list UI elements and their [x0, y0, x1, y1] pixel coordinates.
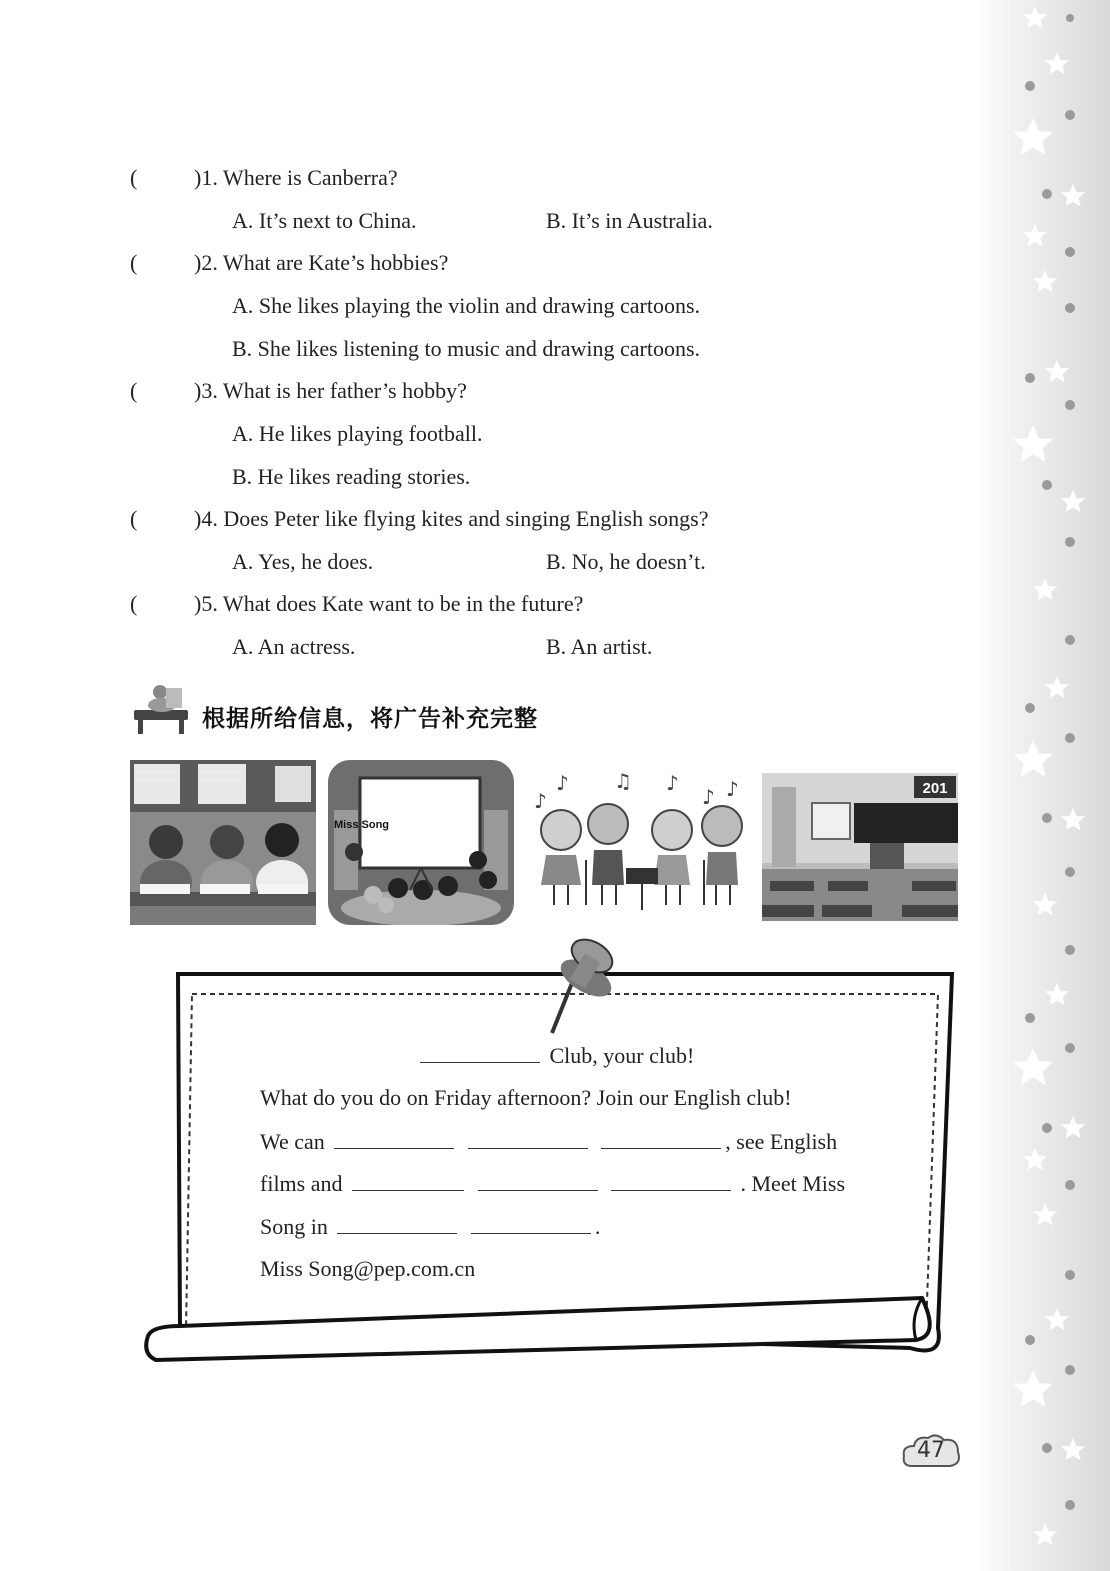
answer-blank[interactable]	[352, 1170, 464, 1191]
screen-label: Miss Song	[334, 819, 390, 831]
desk-icon	[132, 680, 192, 736]
location-line	[260, 1213, 600, 1240]
question-4: )4. Does Peter like flying kites and singing English songs?	[194, 506, 709, 531]
reading-picture	[130, 760, 316, 925]
answer-bracket[interactable]: (	[130, 591, 138, 616]
star-border-decoration	[975, 0, 1110, 1571]
location-prefix: Song in	[260, 1214, 328, 1239]
answer-blank[interactable]	[478, 1170, 598, 1191]
option-b: B. It’s in Australia.	[546, 208, 713, 233]
answer-blank[interactable]	[334, 1128, 454, 1149]
option-a: A. An actress.	[232, 634, 356, 659]
answer-bracket[interactable]: (	[130, 506, 138, 531]
option-b: B. No, he doesn’t.	[546, 549, 706, 574]
answer-blank[interactable]	[611, 1170, 731, 1191]
question-3: )3. What is her father’s hobby?	[194, 378, 467, 403]
answer-blank[interactable]	[471, 1213, 591, 1234]
section-title: 根据所给信息，将广告补充完整	[202, 706, 538, 732]
star-icon	[1013, 6, 1085, 1545]
club-title: Club, your club!	[549, 1043, 695, 1068]
notice-board	[140, 938, 970, 1368]
activities-line	[260, 1128, 837, 1155]
question-2: )2. What are Kate’s hobbies?	[194, 250, 449, 275]
films-suffix: . Meet Miss	[740, 1171, 845, 1196]
page-number: 47	[900, 1432, 962, 1472]
question-5: )5. What does Kate want to be in the future?	[194, 591, 584, 616]
answer-bracket[interactable]: (	[130, 378, 138, 403]
option-a: A. He likes playing football.	[232, 421, 483, 446]
singing-picture	[526, 760, 756, 925]
film-picture	[328, 760, 514, 925]
contact-email: Miss Song@pep.com.cn	[260, 1256, 476, 1281]
room-number: 201	[922, 780, 948, 797]
svg-text:♫: ♫	[614, 769, 632, 793]
films-prefix: films and	[260, 1171, 343, 1196]
svg-text:♪: ♪	[666, 771, 679, 795]
option-b: B. He likes reading stories.	[232, 464, 471, 489]
answer-bracket[interactable]: (	[130, 250, 138, 275]
answer-bracket[interactable]: (	[130, 165, 138, 190]
club-title-line	[416, 1042, 694, 1069]
option-b: B. An artist.	[546, 634, 653, 659]
option-a: A. Yes, he does.	[232, 549, 374, 574]
films-line	[260, 1170, 845, 1197]
activities-suffix: , see English	[725, 1129, 838, 1154]
answer-blank[interactable]	[420, 1042, 540, 1063]
section-heading	[132, 680, 692, 736]
option-a: A. She likes playing the violin and drawing cartoons.	[232, 293, 701, 318]
location-suffix: .	[594, 1214, 601, 1239]
option-b: B. She likes listening to music and drawing cartoons.	[232, 336, 701, 361]
answer-blank[interactable]	[337, 1213, 457, 1234]
activities-prefix: We can	[260, 1129, 325, 1154]
answer-blank[interactable]	[601, 1128, 721, 1149]
svg-text:♪: ♪	[726, 777, 739, 801]
invite-line: What do you do on Friday afternoon? Join our English club!	[260, 1085, 792, 1110]
svg-text:♪: ♪	[534, 789, 547, 813]
classroom-picture	[762, 773, 958, 921]
answer-blank[interactable]	[468, 1128, 588, 1149]
option-a: A. It’s next to China.	[232, 208, 417, 233]
svg-text:♪: ♪	[702, 785, 715, 809]
svg-text:♪: ♪	[556, 771, 569, 795]
question-1: )1. Where is Canberra?	[194, 165, 398, 190]
